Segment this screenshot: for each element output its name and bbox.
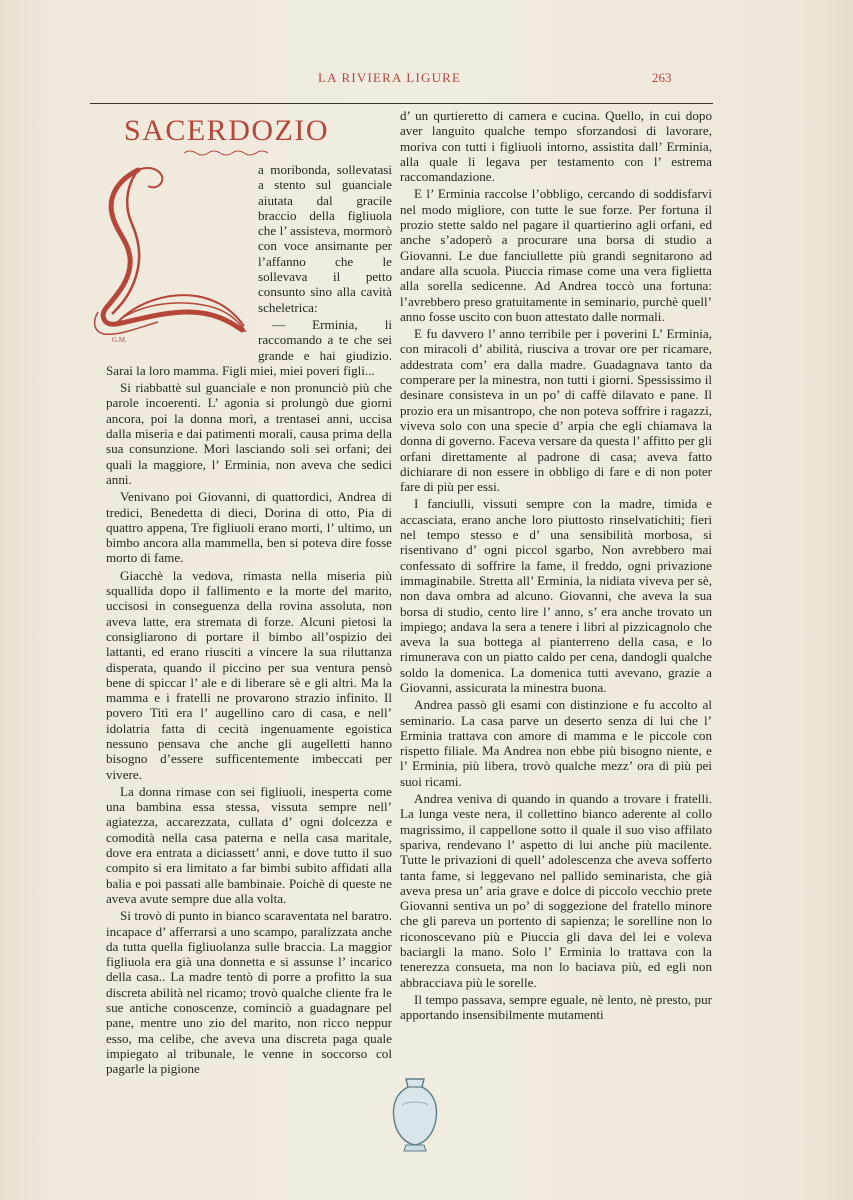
- paragraph: Venivano poi Giovanni, di quattordici, Andrea di tredici, Benedetta di dieci, Dorina di otto, Pia di quattro appena, Tre figliuoli erano morti, l’ ultimo, un bimbo ancora alla mammella, ben si poteva dire fosse morto di fame.: [106, 489, 392, 566]
- paragraph: d’ un qurtieretto di camera e cucina. Quello, in cui dopo aver languito qualche tempo sforzandosi di lavorare, moriva con tutti i figliuoli intorno, assistita dall’ Erminia, alla quale li legava per testamento con l’ estrema raccomandazione.: [400, 108, 712, 185]
- paragraph: Andrea passò gli esami con distinzione e fu accolto al seminario. La casa parve un deserto senza di lui che l’ Erminia trattava con amore di mamma e le piccole con rispetto filiale. Ma Andrea non ebbe più bisogno niente, e l’ Erminia, più libera, trovò qualche mezz’ ora di più pei suoi ricami.: [400, 697, 712, 789]
- paragraph: Andrea veniva di quando in quando a trovare i fratelli. La lunga veste nera, il collettino bianco aderente al collo magrissimo, il cappellone sotto il quale il suo viso affilato spariva, rendevano l’ aspetto di lui anche più macilente. Tutte le privazioni di quell’ adolescenza che aveva sofferto tanta fame, si leggevano nel pallido seminarista, che già aveva presa un’ aria grave e dolce di piccolo vecchio prete Giovanni sentiva un po’ di soggezione del fratello minore che gli pareva un portento di sapienza; le sorelline non lo riconoscevano più e Piuccia gli dava del lei e voleva baciargli la mano. Solo l’ Erminia lo trattava con la tenerezza consueta, ma non lo baciava più, ed egli non abbracciava più le sorelle.: [400, 791, 712, 990]
- paragraph: Il tempo passava, sempre eguale, nè lento, nè presto, pur apportando insensibilmente mutamenti: [400, 991, 712, 1023]
- right-column: [400, 108, 712, 1025]
- vase-ornament: [388, 1075, 442, 1155]
- paragraph: Giacchè la vedova, rimasta nella miseria più squallida dopo il fallimento e la morte del marito, uccisosi in conseguenza della rovina assoluta, non aveva latte, era stremata di forze. Alcuni pietosi la consigliarono di portare il bimbo all’ospizio dei lattanti, ed erano riusciti a vincere la sua riluttanza disperata, quando il piccino per sua ventura pensò bene di spiccar l’ ale e di liberare sè e gli altri. Ma la mamma e i fratelli ne provarono strazio infinito. Il povero Titì era l’ augellino caro di casa, e nell’ idolatria fatta di cecità ingenuamente egoistica nessuno pensava che anche gli augelletti hanno bisogno d’essere sufficentemente imbeccati per vivere.: [106, 567, 392, 782]
- paragraph: E fu davvero l’ anno terribile per i poverini L’ Erminia, con miracoli d’ abilità, riusciva a trovar ore per ricamare, addestrata com’ era dalla madre. Guadagnava tanto da comperare per la minestra, non tutti i giorni. Spessissimo il desinare consisteva in un po’ di caffè dilavato e pane. Il prozio era un misantropo, che non poteva soffrire i ragazzi, viveva solo con una specie d’ arpia che egli chiamava la donna di governo. Faceva versare da questa l’ affitto per gli orfani direttamente al padrone di casa; aveva fatto dichiarare di non essere in obbligo di fare e di non poter fare di più per essi.: [400, 326, 712, 495]
- drop-cap: [78, 162, 254, 350]
- header-rule: [90, 103, 713, 104]
- paragraph: a moribonda, sollevatasi a stento sul guanciale aiutata dal gracile braccio della figliuola che l’ assisteva, mormorò con voce ansimante per l’affanno che le sollevava il petto consunto sino alla cavità scheletrica:: [258, 162, 392, 315]
- paragraph: Si trovò di punto in bianco scaraventata nel baratro. incapace d’ afferrarsi a uno scampo, paralizzata anche da tutta quella figliuolanza sulle braccia. La maggior figliuola era già una donnetta e si assunse l’ incarico della casa.. La madre tentò di porre a profitto la sua discreta abilità nel ricamo; trovò qualche cliente fra le sue antiche conoscenze, cominciò a guadagnare pel pane, mentre uno zio del marito, non ricco neppur esso, ma celibe, che aveva una discreta paga quale impiegato al tribunale, le venne in soccorso col pagarle la pigione: [106, 908, 392, 1077]
- paragraph: — Erminia, li raccomando a te che sei grande e hai giudizio. Sarai la loro mamma. Figli miei, miei poveri figli...: [106, 316, 392, 378]
- artist-monogram: G.M.: [112, 336, 127, 344]
- paragraph: I fanciulli, vissuti sempre con la madre, timida e accasciata, erano anche loro piuttosto rinselvatichiti; fieri nel tempo stesso e d’ una sensibilità morbosa, si risentivano d’ ogni piccol sgarbo, Non avrebbero mai confessato di soffrire la fame, il freddo, ogni privazione immaginabile. Stretta all’ Erminia, la nidiata viveva per sè, non dava ombra ad alcuno. Giovanni, che aveva la sua borsa di studio, cento lire l’ anno, s’ era anche trovato un impiego; andava la sera a tenere i libri al pizzicagnolo che aveva la sua bottega al pianterreno della casa, e lo rimunerava con un piatto caldo per cena, dandogli qualche soldo la domenica. La domenica tutti avevano, grazie a Giovanni, assicurata la minestra buona.: [400, 496, 712, 695]
- article-title: SACERDOZIO: [124, 114, 330, 147]
- page-number: 263: [652, 70, 672, 85]
- paragraph: E l’ Erminia raccolse l’obbligo, cercando di soddisfarvi nel modo migliore, con tutte le sue forze. Per fortuna il prozio stette saldo nel pagare il quartierino agli orfani, ed anche s’adoperò a procurare una borsa di studio a Giovanni. Le due fanciullette più grandi segnitarono ad andare alla scuola. Piuccia rimase come una vera figlietta alla sorella sedicenne. Ad Andrea toccò una fortuna: l’avrebbero preso gratuitamente in seminario, purchè quell’ anno fosse uscito con buon attestato dalle normali.: [400, 186, 712, 324]
- running-title: LA RIVIERA LIGURE: [318, 70, 462, 85]
- running-head: [0, 70, 853, 88]
- drop-cap-letter-l: [78, 162, 254, 350]
- paragraph: Si riabbattè sul guanciale e non pronunciò più che parole incoerenti. L’ agonia si prolungò due giorni ancora, poi la donna morì, a trentasei anni, uccisa dalla miseria e dai patimenti morali, causa prima della sua consunzione. Morì lasciando soli sei orfani; dei quali la maggiore, l’ Erminia, non aveva che sedici anni.: [106, 380, 392, 487]
- left-column: [106, 108, 392, 1079]
- title-ornament: [182, 148, 272, 158]
- paragraph: La donna rimase con sei figliuoli, inesperta come una bambina essa stessa, vissuta sempre nell’ agiatezza, accarezzata, cullata d’ ogni dolcezza e comodità nella casa paterna e nella casa maritale, dove era entrata a diciassett’ anni, e dove tutto il suo compito si era limitato a far bimbi subito affidati alla balia e poi passati alle bambinaie. Poichè di queste ne aveva avute sempre due alla volta.: [106, 783, 392, 906]
